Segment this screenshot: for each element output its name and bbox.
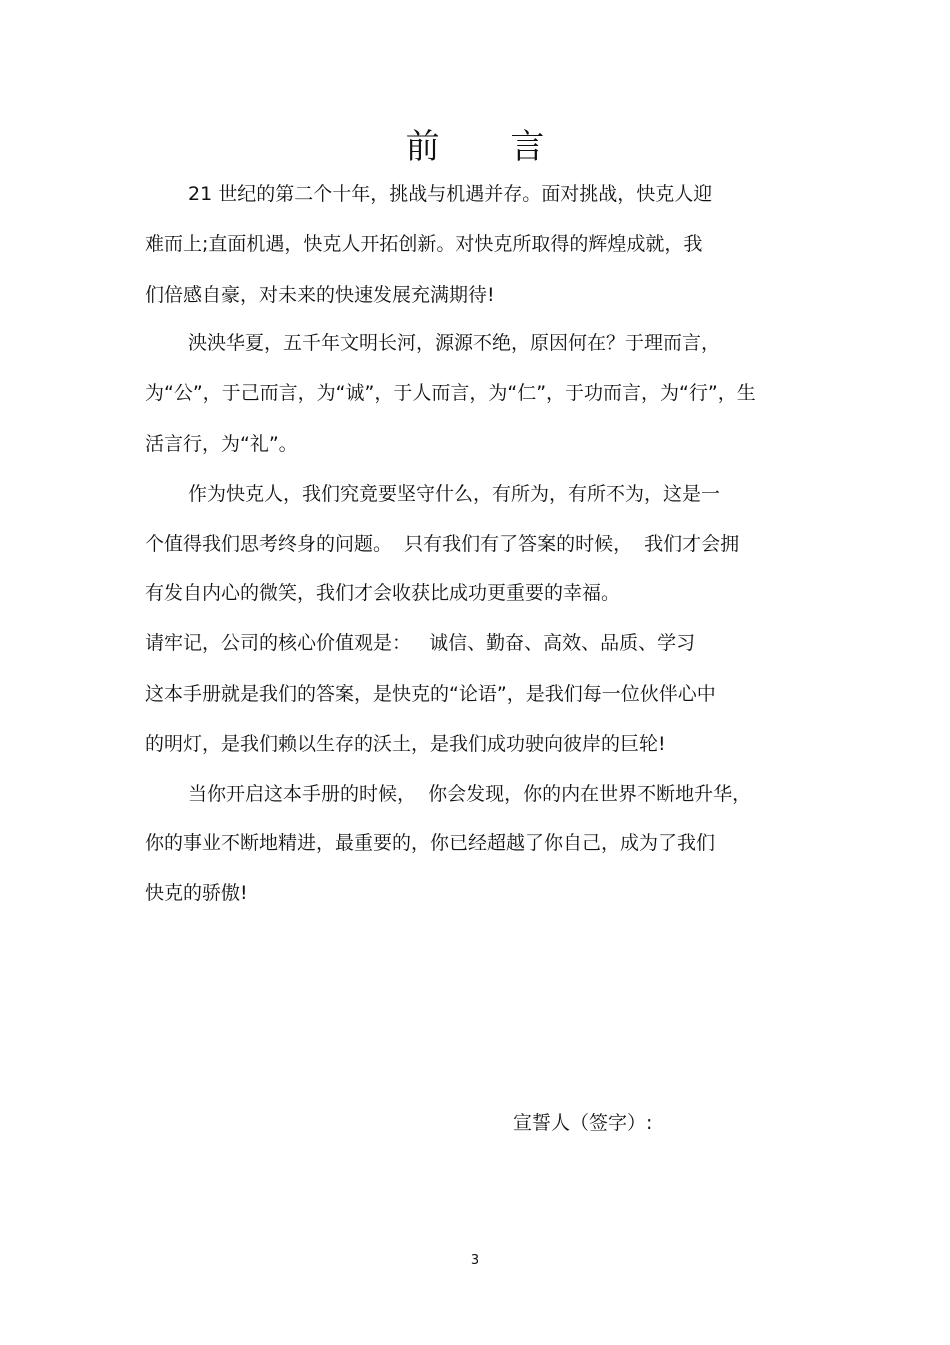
page-number: 3 bbox=[470, 1253, 480, 1268]
paragraph-line: 的明灯，是我们赖以生存的沃土，是我们成功驶向彼岸的巨轮! bbox=[145, 733, 666, 755]
paragraph-line: 这本手册就是我们的答案，是快克的“论语”，是我们每一位伙伴心中 bbox=[145, 683, 716, 705]
paragraph-line: 当你开启这本手册的时候， 你会发现，你的内在世界不断地升华， bbox=[188, 783, 752, 805]
paragraph-line: 为“公”，于己而言，为“诚”，于人而言，为“仁”，于功而言，为“行”，生 bbox=[145, 382, 756, 404]
paragraph-line: 快克的骄傲! bbox=[145, 882, 248, 904]
paragraph-line: 们倍感自豪，对未来的快速发展充满期待! bbox=[145, 284, 495, 306]
paragraph-line: 难而上;直面机遇，快克人开拓创新。对快克所取得的辉煌成就，我 bbox=[145, 233, 703, 255]
page-title: 前 言 bbox=[405, 127, 575, 167]
paragraph-line: 个值得我们思考终身的问题。 只有我们有了答案的时候， 我们才会拥 bbox=[145, 533, 740, 555]
paragraph-line: 作为快克人，我们究竟要坚守什么，有所为，有所不为，这是一 bbox=[188, 483, 721, 505]
paragraph-line: 泱泱华夏，五千年文明长河，源源不绝，原因何在？于理而言， bbox=[188, 332, 721, 354]
paragraph-line: 活言行，为“礼”。 bbox=[145, 433, 298, 455]
paragraph-line: 你的事业不断地精进，最重要的，你已经超越了你自己，成为了我们 bbox=[145, 832, 716, 854]
paragraph-line: 请牢记，公司的核心价值观是： 诚信、勤奋、高效、品质、学习 bbox=[145, 632, 696, 654]
signature-label: 宣誓人（签字）: bbox=[513, 1112, 653, 1134]
paragraph-line: 有发自内心的微笑，我们才会收获比成功更重要的幸福。 bbox=[145, 582, 621, 604]
paragraph-line: 21 世纪的第二个十年，挑战与机遇并存。面对挑战，快克人迎 bbox=[188, 183, 713, 205]
